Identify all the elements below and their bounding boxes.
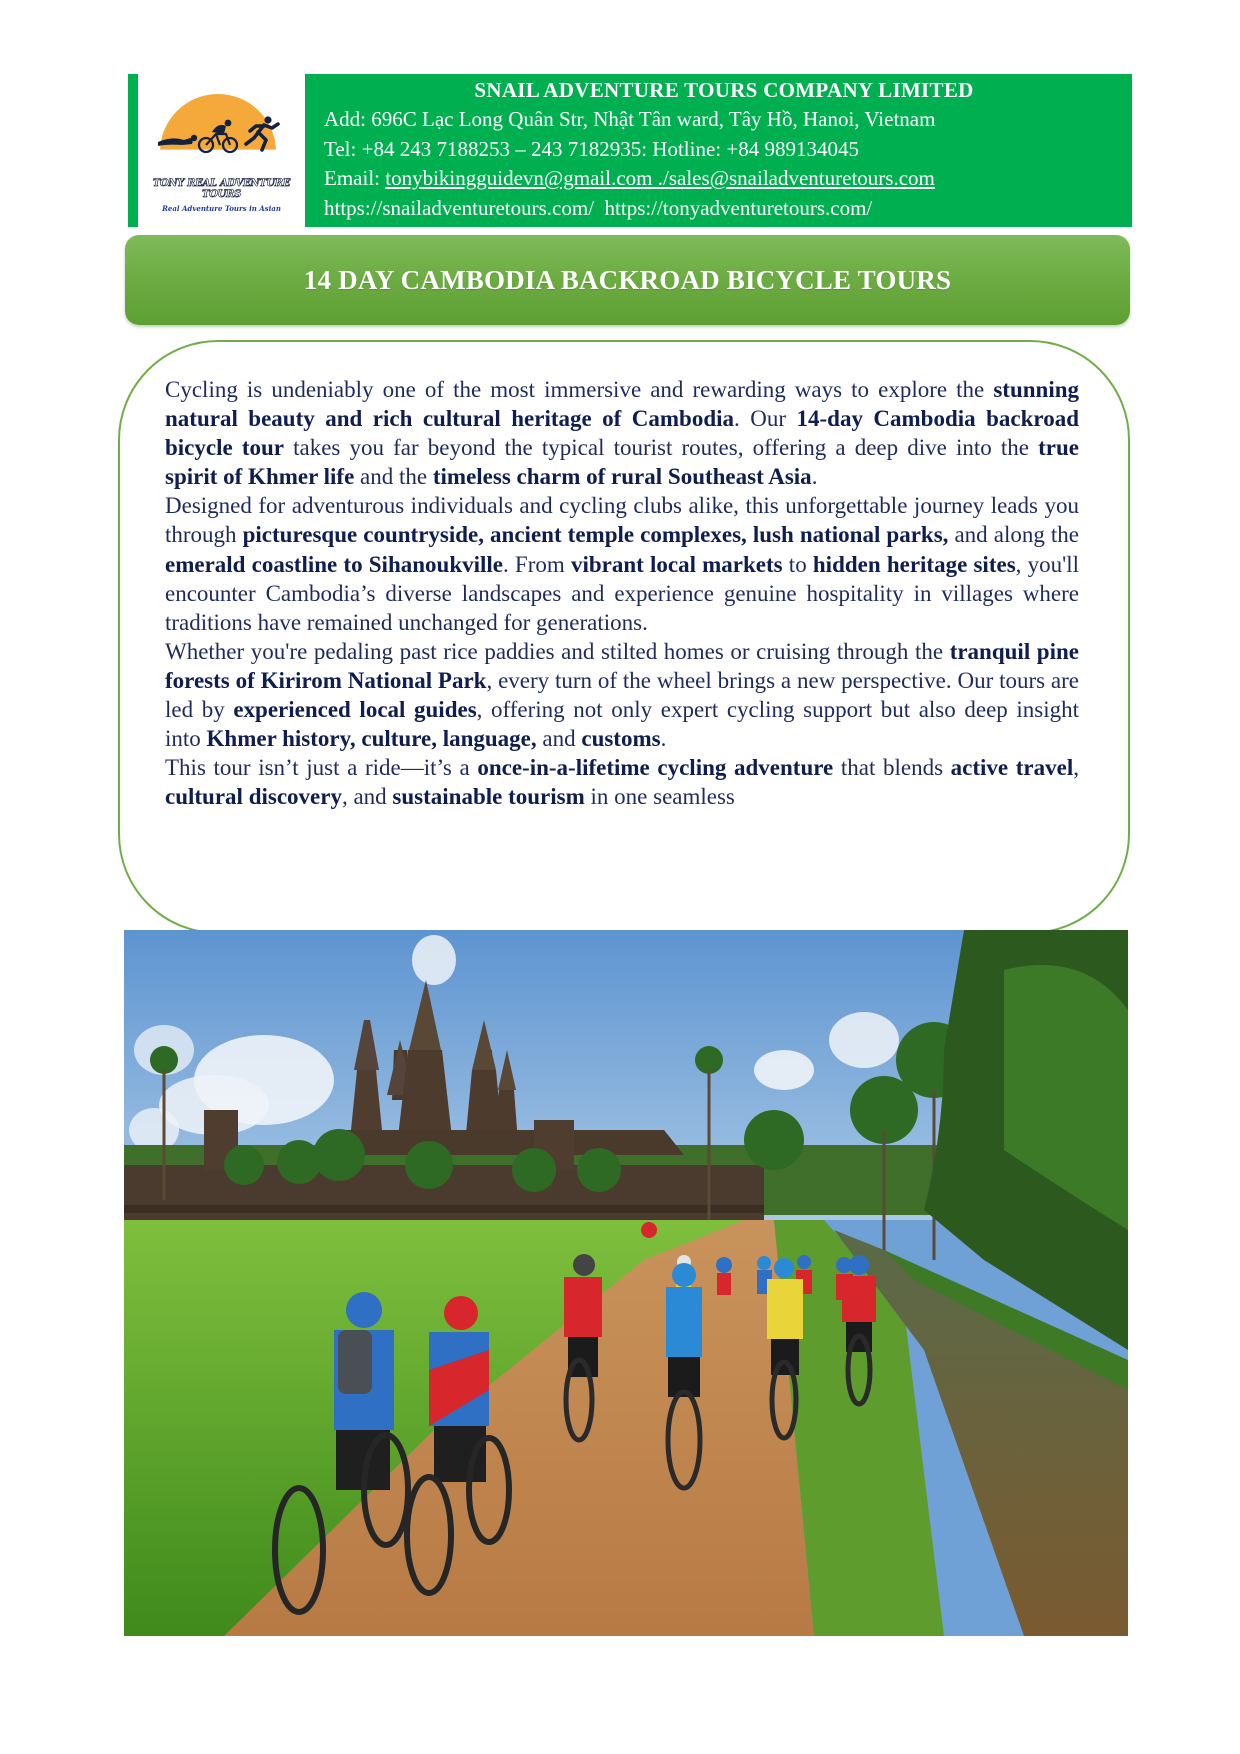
highlight-phrase: experienced local guides: [233, 697, 477, 723]
logo-tagline: Real Adventure Tours in Asian: [162, 204, 281, 213]
email-link-primary[interactable]: tonybikingguidevn@gmail.com: [385, 166, 653, 190]
body-text: , offering not only expert cycling support but also deep insight into: [165, 697, 1079, 752]
highlight-phrase: picturesque countryside, ancient temple complexes, lush national parks,: [242, 522, 949, 548]
body-text: Designed for adventurous individuals and cycling clubs alike, this unforgettable journey leads you through: [165, 493, 1079, 548]
photo-illustration: [124, 930, 1128, 1636]
company-header: [128, 74, 1132, 227]
highlight-phrase: vibrant local markets: [570, 551, 783, 577]
website-line: [324, 194, 1124, 224]
body-text: .: [811, 464, 818, 490]
highlight-phrase: emerald coastline to Sihanoukville: [165, 551, 503, 577]
highlight-phrase: stunning natural beauty and rich cultural heritage of Cambodia: [165, 377, 1079, 432]
body-text: takes you far beyond the typical tourist routes, offering a deep dive into the: [284, 435, 1039, 461]
tour-title: 14 DAY CAMBODIA BACKROAD BICYCLE TOURS: [303, 264, 952, 295]
tour-photo-cyclists-angkor-wat: [124, 930, 1128, 1636]
company-logo: [138, 74, 305, 227]
phone-line: [324, 135, 1124, 165]
body-text: ,: [1073, 755, 1079, 781]
intro-text-box: [118, 340, 1130, 934]
body-text: , every turn of the wheel brings a new perspective. Our tours are led by: [165, 667, 1079, 723]
logo-brand-name: TONY REAL ADVENTURE TOURS: [152, 178, 291, 200]
email-separator: ./: [652, 166, 669, 190]
email-line: [324, 164, 1124, 194]
address-label: Add:: [324, 107, 366, 131]
body-text: and along the: [948, 522, 1079, 548]
body-text: in one seamless: [584, 784, 735, 810]
address-value: 696C Lạc Long Quân Str, Nhật Tân ward, Tây Hồ, Hanoi, Vietnam: [371, 107, 936, 131]
body-text: and the: [354, 464, 433, 490]
highlight-phrase: active travel: [950, 755, 1074, 781]
company-name: SNAIL ADVENTURE TOURS COMPANY LIMITED: [474, 78, 974, 102]
body-text: This tour isn’t just a ride—it’s a: [165, 755, 478, 781]
highlight-phrase: Khmer history, culture, language,: [206, 726, 537, 752]
intro-paragraph: [165, 753, 1079, 811]
triathlon-figures-icon: [154, 114, 294, 154]
tel-value: +84 243 7188253 – 243 7182935: Hotline: +84 989134045: [361, 136, 859, 161]
body-text: , you'll encounter Cambodia’s diverse landscapes and experience genuine hospitality in villages where traditions have remained unchanged for generations.: [165, 551, 1080, 635]
highlight-phrase: timeless charm of rural Southeast Asia: [432, 464, 812, 490]
intro-paragraph: [165, 637, 1079, 753]
highlight-phrase: cultural discovery: [165, 784, 342, 810]
contact-block: [324, 76, 1124, 223]
body-text: Whether you're pedaling past rice paddies and stilted homes or cruising through the: [165, 638, 950, 664]
body-text: and: [536, 726, 582, 752]
intro-paragraph: [165, 491, 1079, 636]
highlight-phrase: once-in-a-lifetime cycling adventure: [477, 755, 834, 781]
body-text: .: [660, 726, 667, 752]
tel-label: Tel:: [324, 136, 357, 161]
highlight-phrase: 14-day Cambodia backroad bicycle tour: [165, 406, 1079, 461]
body-text: . Our: [734, 406, 797, 432]
highlight-phrase: sustainable tourism: [392, 784, 585, 810]
body-text: to: [782, 551, 813, 577]
highlight-phrase: true spirit of Khmer life: [165, 435, 1080, 490]
highlight-phrase: tranquil pine forests of Kirirom National Park: [165, 638, 1079, 693]
body-text: that blends: [833, 755, 951, 781]
email-label: Email:: [324, 166, 380, 190]
body-text: . From: [503, 551, 571, 577]
tour-title-banner: [125, 235, 1130, 325]
highlight-phrase: customs: [581, 726, 661, 752]
intro-paragraph: [165, 375, 1079, 491]
email-link-secondary[interactable]: sales@snailadventuretours.com: [668, 166, 935, 190]
website-link-tony[interactable]: https://tonyadventuretours.com/: [604, 195, 873, 220]
address-line: [324, 105, 1124, 135]
body-text: Cycling is undeniably one of the most immersive and rewarding ways to explore the: [165, 377, 994, 402]
body-text: , and: [341, 784, 393, 810]
highlight-phrase: hidden heritage sites: [812, 551, 1016, 577]
website-link-snail[interactable]: https://snailadventuretours.com/: [324, 195, 595, 220]
intro-paragraphs: [165, 375, 1079, 811]
